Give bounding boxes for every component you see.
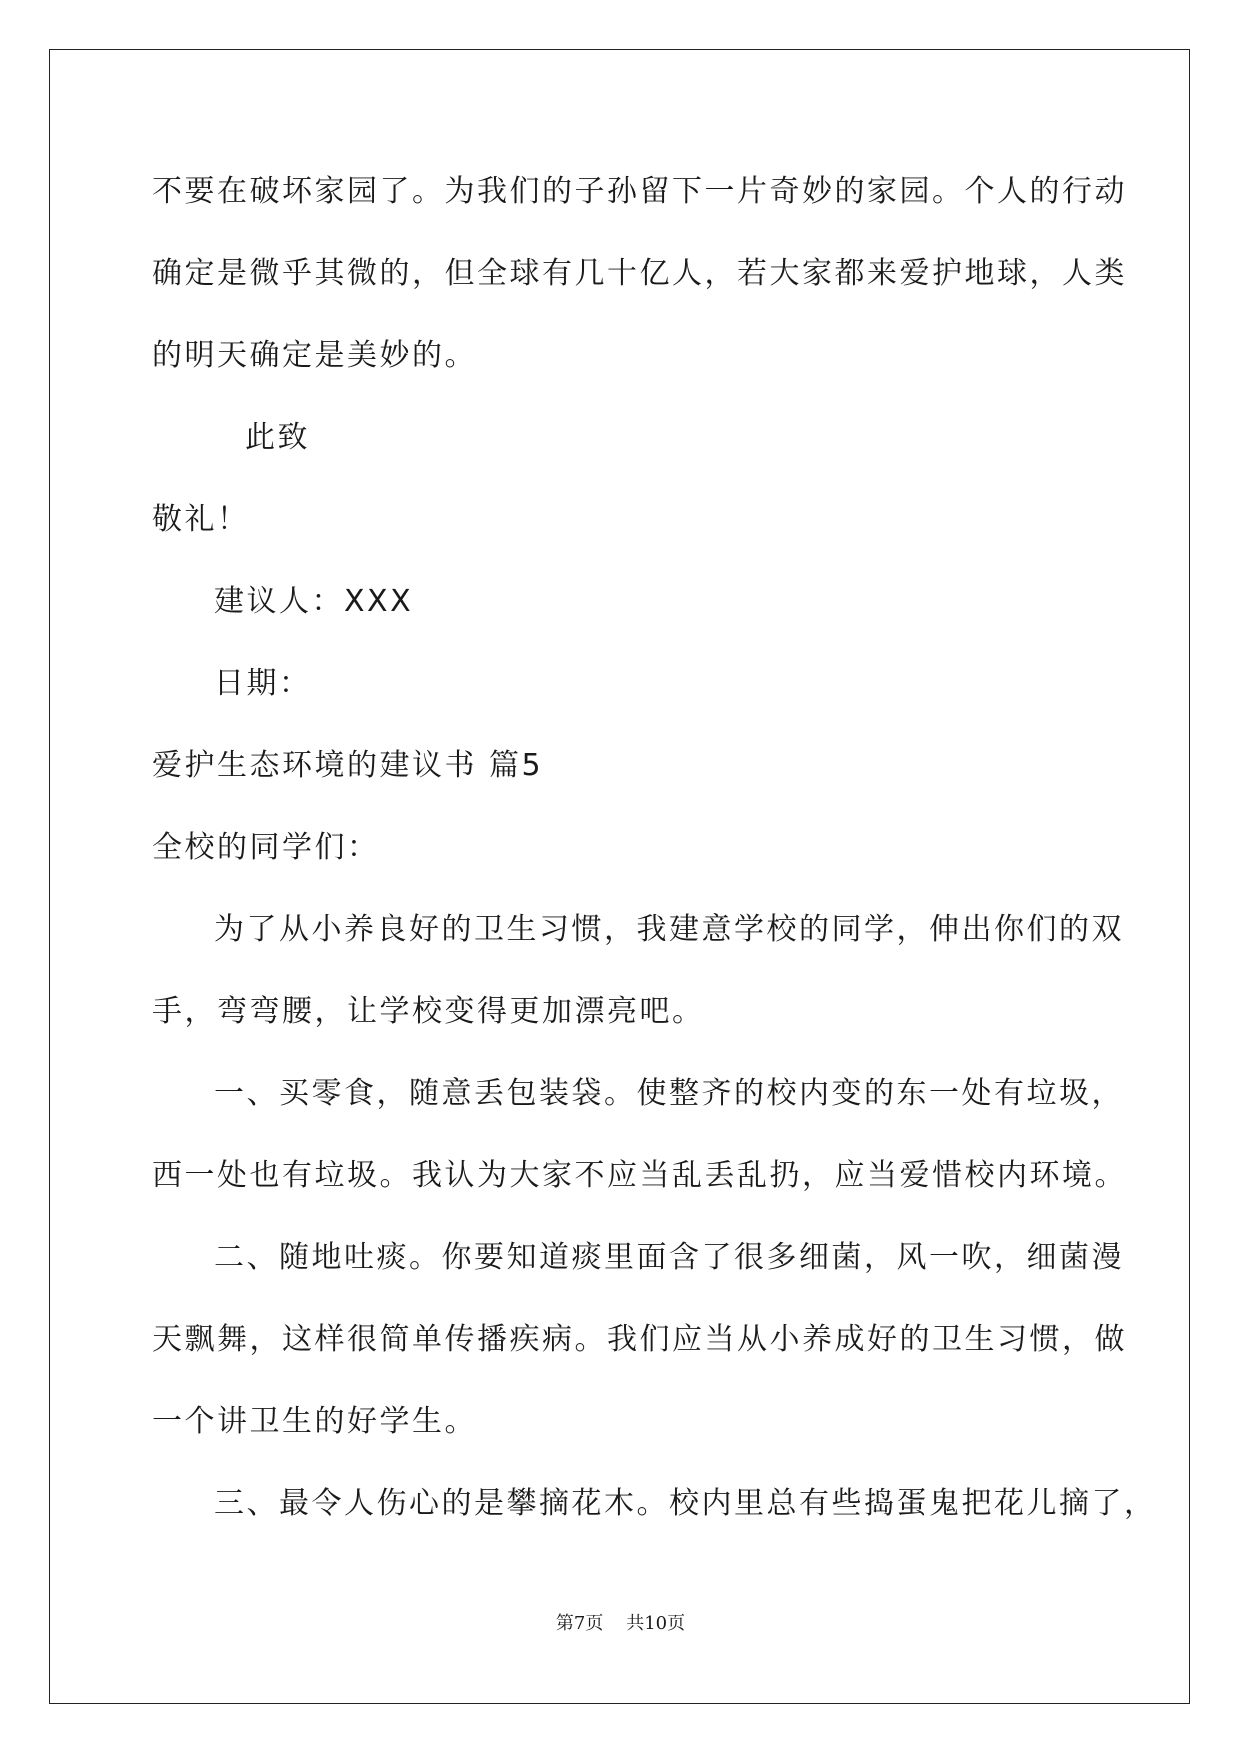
closing-salutation: 此致 [245,420,310,455]
paragraph-line: 西一处也有垃圾。我认为大家不应当乱丢乱扔，应当爱惜校内环境。 [152,1158,1127,1193]
page-border [49,49,1190,1704]
paragraph-line: 的明天确定是美妙的。 [152,338,477,373]
section-title: 爱护生态环境的建议书 篇5 [152,748,544,783]
paragraph-line: 天飘舞，这样很简单传播疾病。我们应当从小养成好的卫生习惯，做 [152,1322,1127,1357]
closing-regards: 敬礼！ [152,502,250,537]
greeting: 全校的同学们： [152,830,380,865]
page-footer [0,1612,1241,1636]
page-number: 第7页 [555,1613,604,1634]
paragraph-line: 确定是微乎其微的，但全球有几十亿人，若大家都来爱护地球，人类 [152,256,1127,291]
date-label: 日期： [214,666,312,701]
paragraph-line: 二、随地吐痰。你要知道痰里面含了很多细菌，风一吹，细菌漫 [214,1240,1124,1275]
paragraph-line: 一、买零食，随意丢包装袋。使整齐的校内变的东一处有垃圾， [214,1076,1124,1111]
paragraph-line: 手，弯弯腰，让学校变得更加漂亮吧。 [152,994,705,1029]
paragraph-line: 三、最令人伤心的是攀摘花木。校内里总有些捣蛋鬼把花儿摘了， [214,1486,1157,1521]
paragraph-line: 为了从小养良好的卫生习惯，我建意学校的同学，伸出你们的双 [214,912,1124,947]
signatory: 建议人：XXX [214,584,414,619]
paragraph-line: 不要在破坏家园了。为我们的子孙留下一片奇妙的家园。个人的行动 [152,174,1127,209]
paragraph-line: 一个讲卫生的好学生。 [152,1404,477,1439]
page-total: 共10页 [626,1613,686,1634]
